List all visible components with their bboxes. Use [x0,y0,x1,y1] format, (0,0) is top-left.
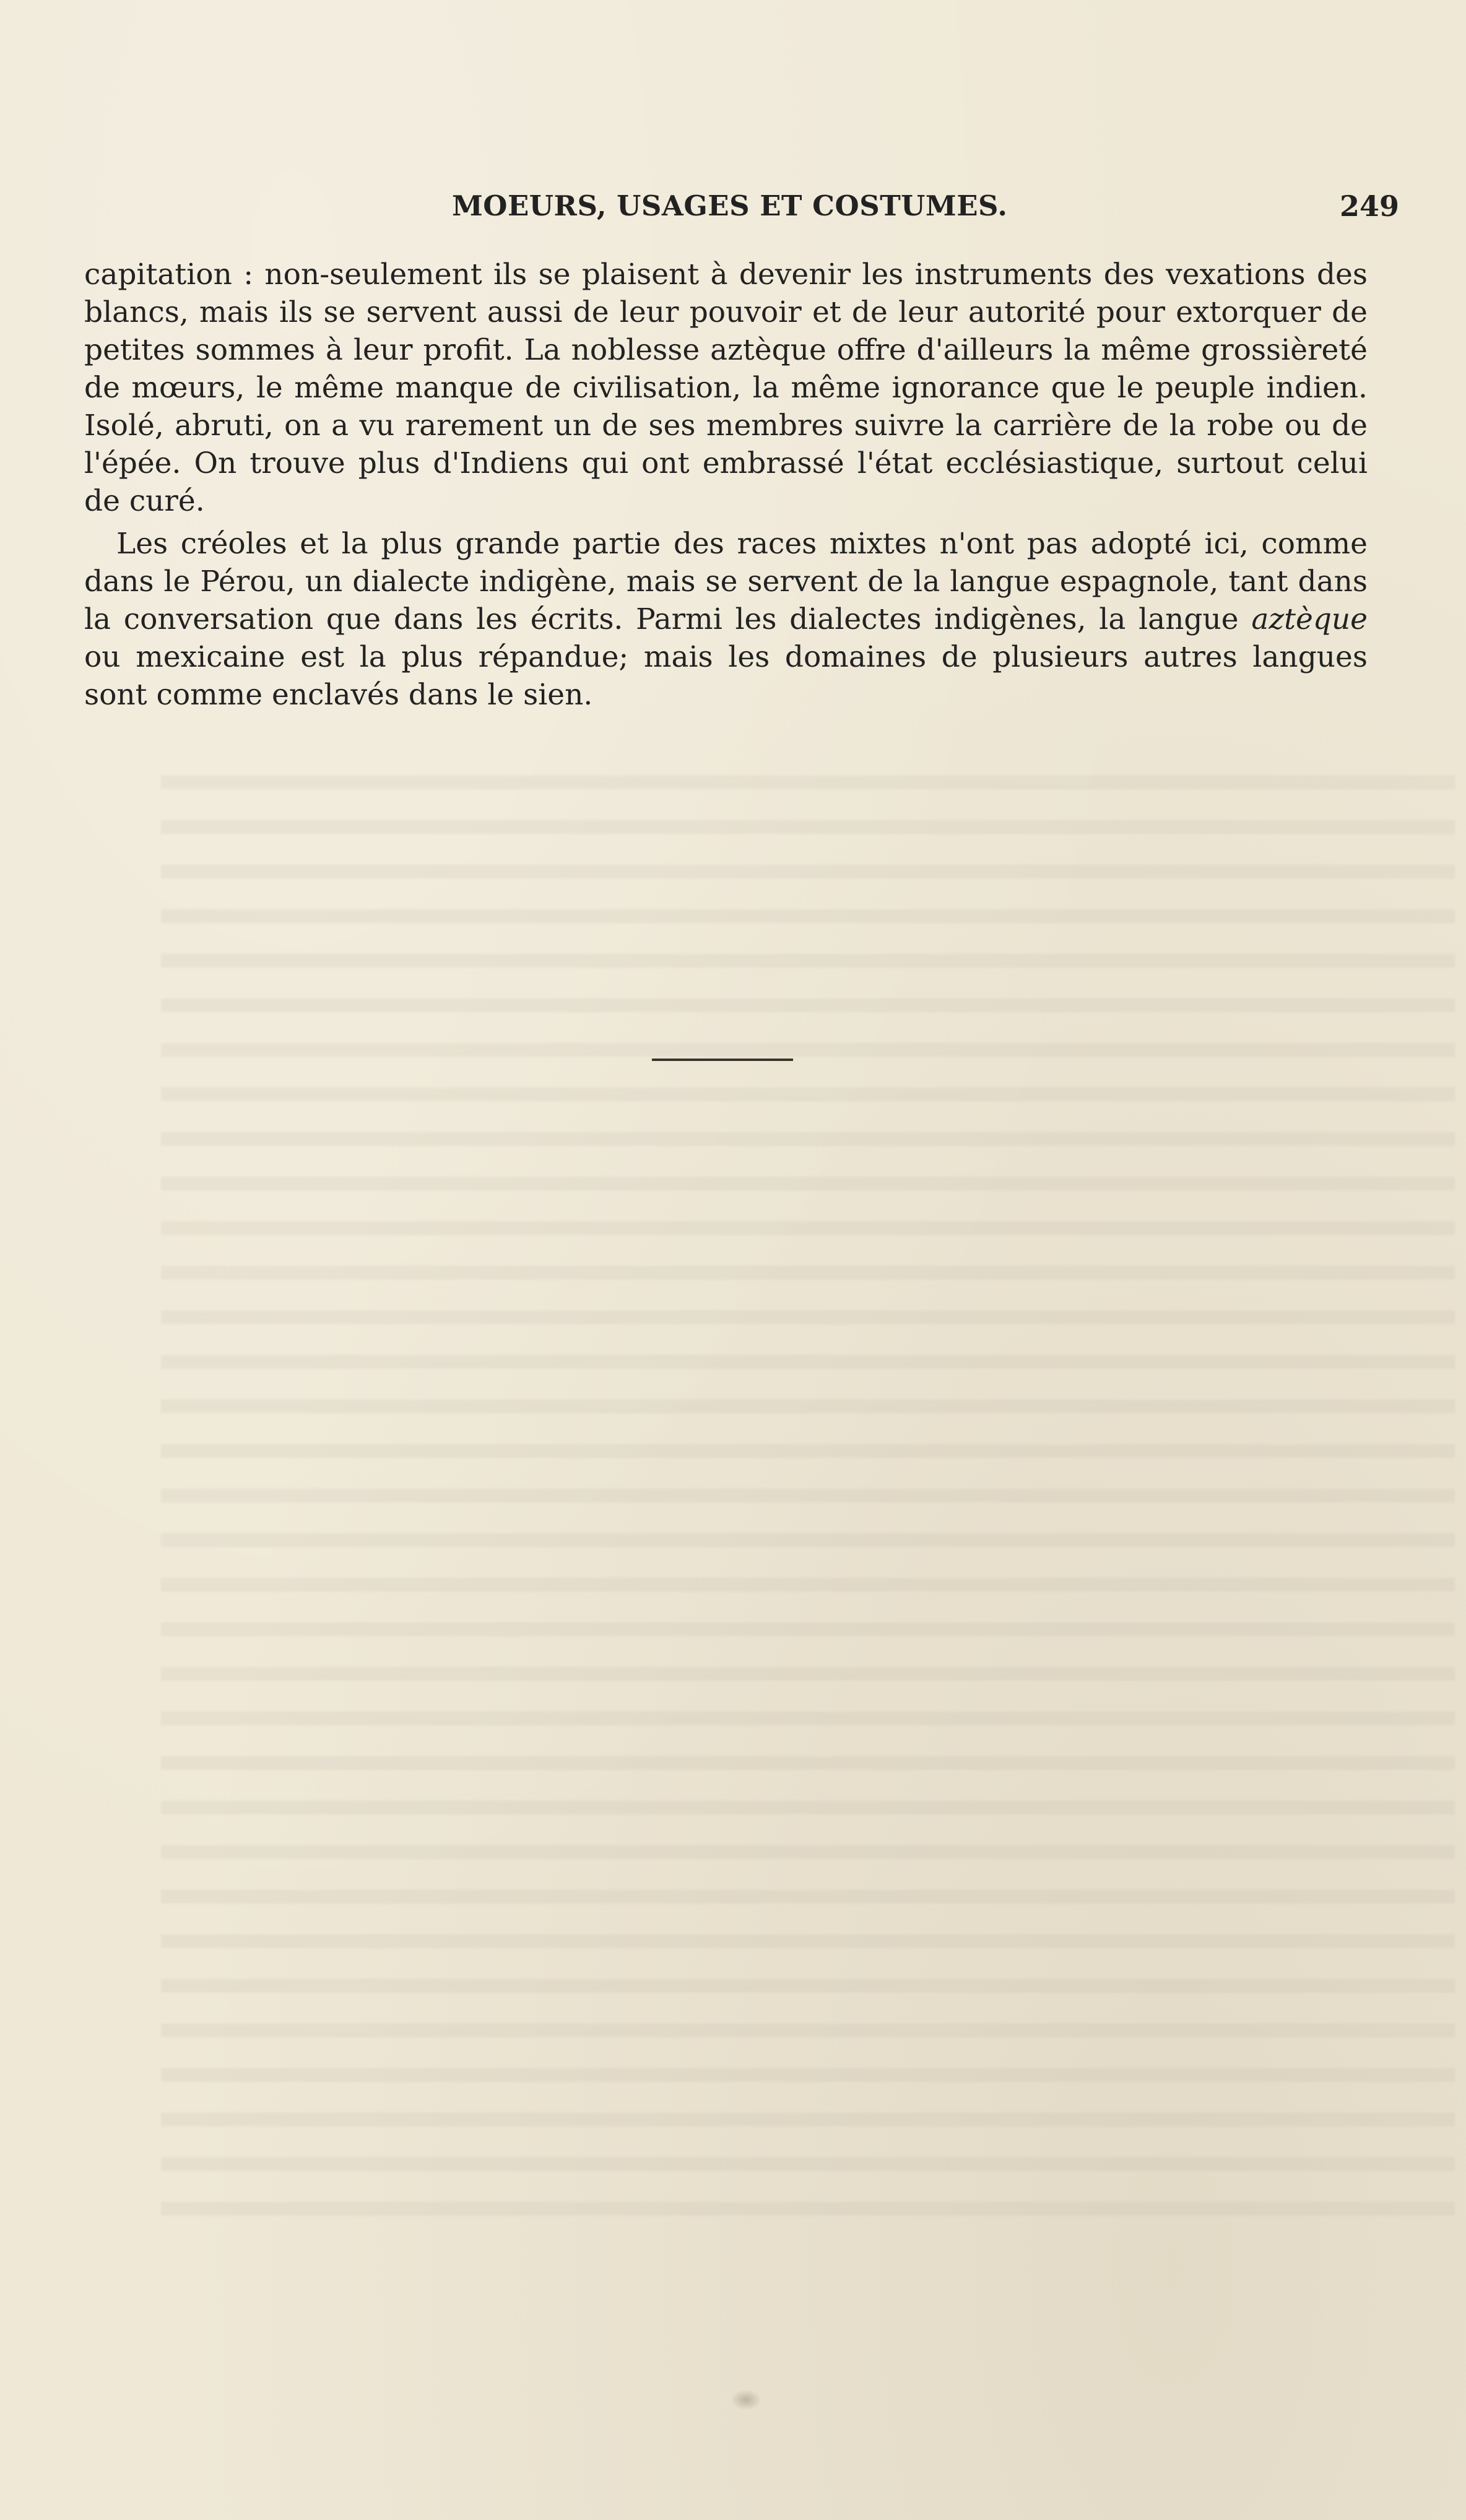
text-line: ou [84,640,121,674]
text-line: mexicaine est la plus répandue; mais les domaines de plusieurs autres langues sont [84,640,1368,712]
bleed-through-texture [161,752,1455,2238]
running-header-title: MOEURS, USAGES ET COSTUMES. [452,189,1008,222]
paragraph-2 [84,525,1368,714]
paragraph-1 [84,256,1368,520]
body-text [84,256,1368,714]
text-line: capitation : non-seulement ils se plaisent à devenir les instruments des vexations des [84,258,1368,292]
text-line: la conversation que dans les écrits. Parmi les dialectes indigènes, la langue [84,602,1252,636]
section-divider-rule [652,1059,793,1061]
text-line: Les créoles et la plus grande partie des races mixtes n'ont pas adopté ici, comme [116,527,1368,561]
running-header [87,189,1399,233]
ink-smudge [731,2389,761,2410]
text-line: comme enclavés dans le sien. [156,678,593,712]
italic-term: aztèque [1251,602,1368,636]
text-line: petites sommes à leur profit. La noblesse aztèque offre d'ailleurs la même grossièreté [84,333,1368,367]
text-line: Isolé, abruti, on a vu rarement un de ses membres suivre la carrière de la robe ou [84,409,1321,443]
text-line: de mœurs, le même manque de civilisation, la même ignorance que le peuple indien. [84,371,1368,405]
text-line: blancs, mais ils se servent aussi de leur pouvoir et de leur autorité pour extorquer de [84,295,1368,329]
text-line: celui de curé. [84,446,1368,518]
text-line: de l'épée. On trouve plus d'Indiens qui ont embrassé l'état ecclésiastique, surtout [84,409,1368,480]
page-number: 249 [1339,189,1399,223]
text-line: dans le Pérou, un dialecte indigène, mais se servent de la langue espagnole, tant dans [84,565,1368,599]
